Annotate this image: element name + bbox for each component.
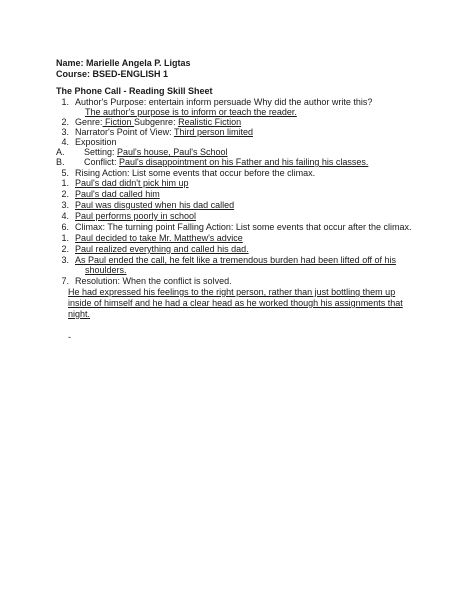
list-item: 4. Paul performs poorly in school xyxy=(61,211,197,221)
list-item: 2. Paul's dad called him xyxy=(61,189,160,199)
list-item: 3. Paul was disgusted when his dad called xyxy=(61,200,235,210)
resolution-line: night. xyxy=(68,309,91,319)
trailing-mark: - xyxy=(68,332,71,342)
item-resolution: 7. Resolution: When the conflict is solved. xyxy=(61,276,232,286)
item-climax: 6. Climax: The turning point Falling Action: List some events that occur after the climax. xyxy=(61,222,412,232)
item-exposition: 4. Exposition xyxy=(61,137,117,147)
item-setting: A. Setting: Paul's house, Paul's School xyxy=(56,147,228,157)
worksheet-title: The Phone Call - Reading Skill Sheet xyxy=(56,86,213,96)
resolution-line: inside of himself and he had a clear head as he worked though his assignments that xyxy=(68,298,403,308)
list-item: 1. Paul's dad didn't pick him up xyxy=(61,178,189,188)
genre-value: Fiction xyxy=(102,117,135,127)
item-rising-action: 5. Rising Action: List some events that occur before the climax. xyxy=(61,168,316,178)
item-conflict: B. Conflict: Paul's disappointment on his Father and his failing his classes. xyxy=(56,157,369,167)
item-pov: 3. Narrator's Point of View: Third person limited xyxy=(61,127,253,137)
pov-value: Third person limited xyxy=(173,127,253,137)
list-item: 1. Paul decided to take Mr. Matthew's advice xyxy=(61,233,243,243)
subgenre-value: Realistic Fiction xyxy=(178,117,242,127)
purpose-question: Author's Purpose: entertain inform persuade Why did the author write this? xyxy=(75,97,373,107)
setting-value: Paul's house, Paul's School xyxy=(117,147,228,157)
list-item: 2. Paul realized everything and called his dad. xyxy=(61,244,249,254)
item-genre: 2. Genre: Fiction Subgenre: Realistic Fiction xyxy=(61,117,242,127)
purpose-answer: The author's purpose is to inform or teach the reader. xyxy=(85,107,297,117)
student-name: Name: Marielle Angela P. Ligtas xyxy=(56,58,191,68)
conflict-value: Paul's disappointment on his Father and his failing his classes. xyxy=(119,157,369,167)
resolution-line: He had expressed his feelings to the right person, rather than just bottling them up xyxy=(68,287,396,297)
list-item: 3. As Paul ended the call, he felt like a tremendous burden had been lifted off of his xyxy=(61,255,397,265)
list-item-continuation: shoulders. xyxy=(85,265,127,275)
course: Course: BSED-ENGLISH 1 xyxy=(56,69,169,79)
item-purpose: 1. Author's Purpose: entertain inform persuade Why did the author write this? xyxy=(61,97,373,107)
